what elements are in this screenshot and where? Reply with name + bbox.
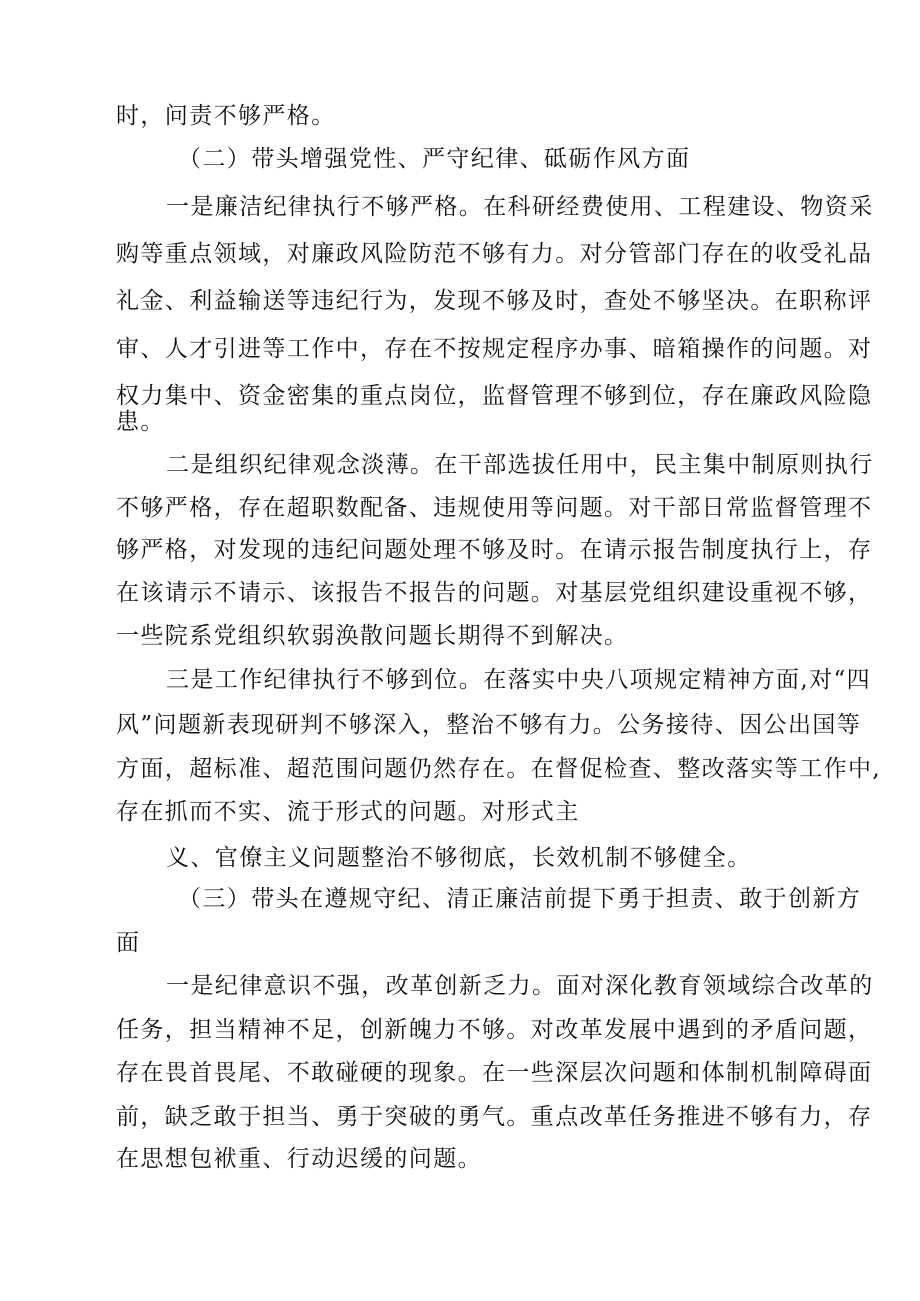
- text-line: 存在抓而不实、流于形式的问题。对形式主: [116, 799, 580, 825]
- text-line: 够严格，对发现的违纪问题处理不够及时。在请示报告制度执行上，存: [116, 537, 873, 563]
- text-line: 方面，超标准、超范围问题仍然存在。在督促检查、整改落实等工作中,: [116, 756, 882, 782]
- text-line: 购等重点领域，对廉政风险防范不够有力。对分管部门存在的收受礼品: [116, 241, 873, 267]
- text-line: 任务，担当精神不足，创新魄力不够。对改革发展中遇到的矛盾问题，: [116, 1017, 873, 1043]
- text-line: 风”问题新表现研判不够深入，整治不够有力。公务接待、因公出国等: [116, 712, 862, 738]
- text-line: 时，问责不够严格。: [116, 103, 336, 129]
- text-line: 面: [116, 930, 141, 956]
- text-line: 一些院系党组织软弱涣散问题长期得不到解决。: [116, 623, 629, 649]
- text-line: 权力集中、资金密集的重点岗位，监督管理不够到位，存在廉政风险隐: [116, 383, 873, 409]
- section-heading-2: （二）带头增强党性、严守纪律、砥砺作风方面: [178, 146, 691, 172]
- text-line: 不够严格，存在超职数配备、违规使用等问题。对干部日常监督管理不: [116, 495, 873, 521]
- text-line: 在思想包袱重、行动迟缓的问题。: [116, 1146, 482, 1172]
- text-line: 二是组织纪律观念淡薄。在干部选拔任用中，民主集中制原则执行: [166, 452, 874, 478]
- text-line: 三是工作纪律执行不够到位。在落实中央八项规定精神方面,对“四: [166, 667, 872, 693]
- text-line: 存在畏首畏尾、不敢碰硬的现象。在一些深层次问题和体制机制障碍面: [116, 1060, 873, 1086]
- text-line: 患。: [116, 409, 165, 435]
- text-line: 礼金、利益输送等违纪行为，发现不够及时，查处不够坚决。在职称评: [116, 288, 873, 314]
- text-line: 一是廉洁纪律执行不够严格。在科研经费使用、工程建设、物资采: [166, 194, 874, 220]
- text-line: 在该请示不请示、该报告不报告的问题。对基层党组织建设重视不够，: [116, 580, 873, 606]
- section-heading-3: （三）带头在遵规守纪、清正廉洁前提下勇于担责、敢于创新方: [178, 886, 862, 912]
- text-line: 义、官僚主义问题整治不够彻底，长效机制不够健全。: [166, 845, 752, 871]
- text-line: 审、人才引进等工作中，存在不按规定程序办事、暗箱操作的问题。对: [116, 336, 873, 362]
- text-line: 一是纪律意识不强，改革创新乏力。面对深化教育领域综合改革的: [166, 973, 874, 999]
- text-line: 前，缺乏敢于担当、勇于突破的勇气。重点改革任务推进不够有力，存: [116, 1104, 873, 1130]
